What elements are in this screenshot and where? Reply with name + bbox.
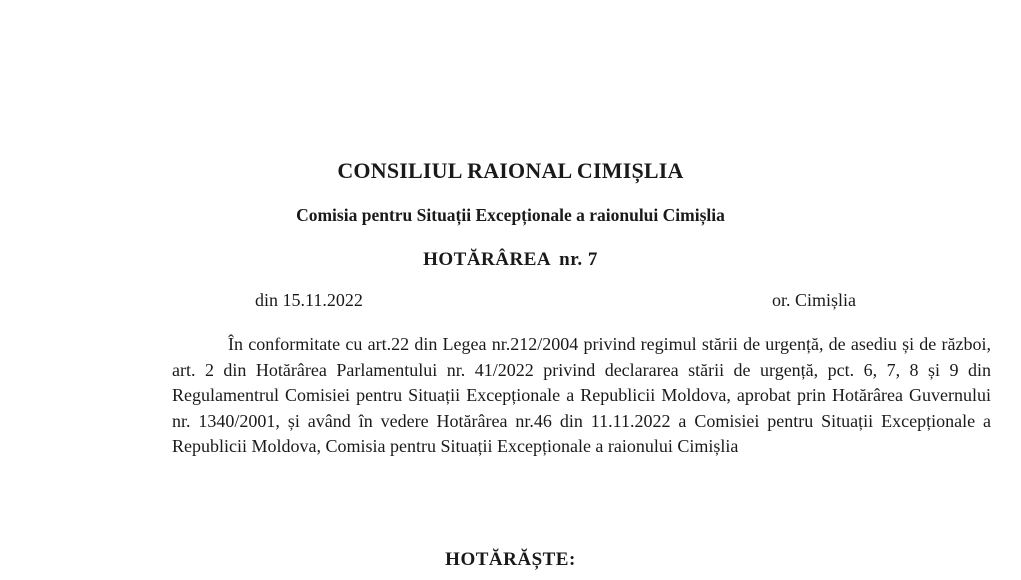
decision-title: HOTĂRÂREA (423, 249, 552, 270)
decision-place: or. Cimișlia (772, 290, 857, 310)
decision-date: din 15.11.2022 (255, 290, 363, 310)
institution-title: CONSILIUL RAIONAL CIMIȘLIA (337, 158, 684, 183)
decision-number: nr. 7 (559, 249, 598, 270)
preamble-paragraph: În conformitate cu art.22 din Legea nr.212/2004 privind regimul stării de urgență, de asediu și de război, art. 2 din Hotărârea Parlamentului nr. 41/2022 privind declararea stării de urgență, pct. 6, 7, 8 și 9 din Regulamentrul Comisiei pentru Situații Excepționale a Republicii Moldova, aprobat prin Hotărârea Guvernului nr. 1340/2001, și având în vedere Hotărârea nr.46 din 11.11.2022 a Comisiei pentru Situații Excepționale a Republicii Moldova, Comisia pentru Situații Excepționale a raionului Cimișlia (172, 334, 991, 456)
commission-subtitle: Comisia pentru Situații Excepționale a raionului Cimișlia (296, 205, 725, 225)
decision-heading (0, 249, 1021, 271)
decides-heading: HOTĂRĂȘTE: (445, 549, 576, 570)
